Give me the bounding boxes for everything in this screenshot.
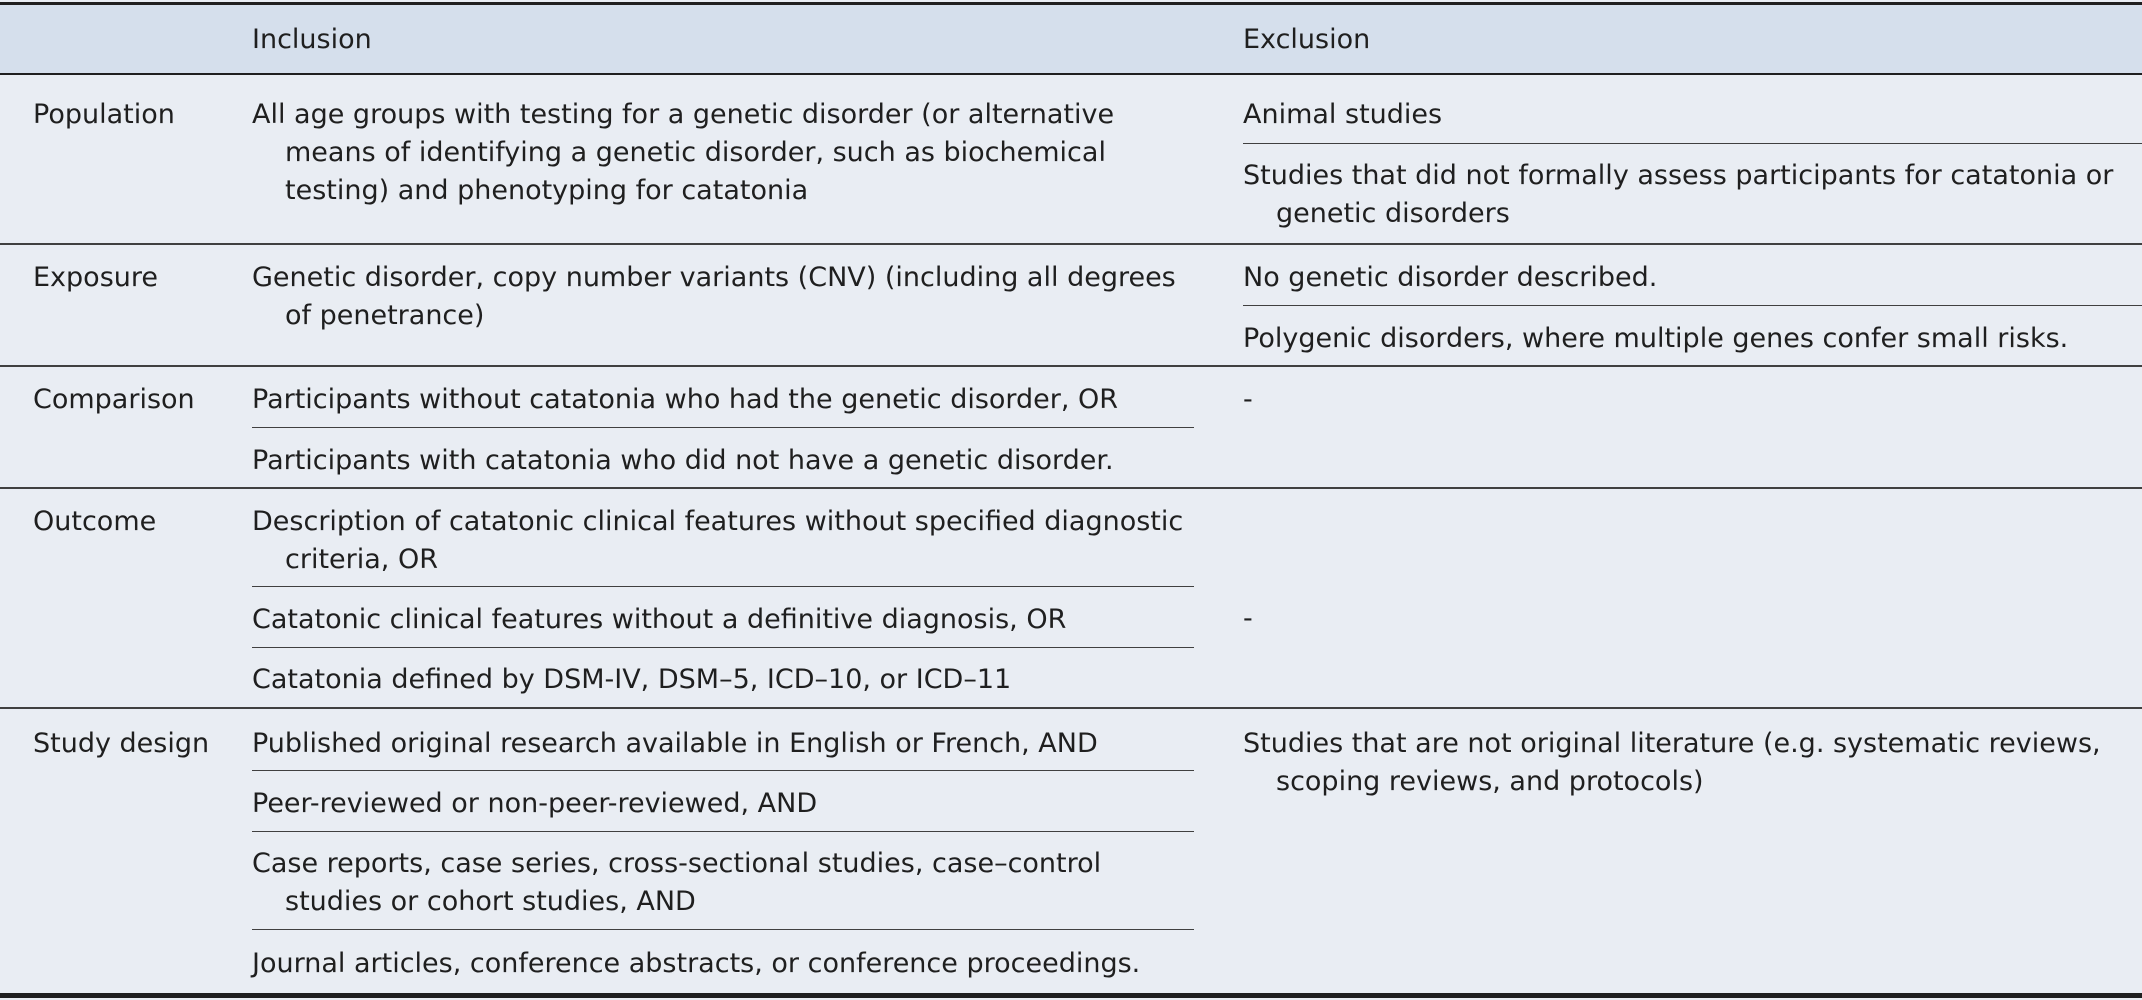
inclusion-cell [252,489,1194,707]
row-label: Population [33,99,175,130]
row-population [0,75,2142,245]
list-item: Participants with catatonia who did not have a genetic disorder. [252,445,1114,476]
inclusion-cell [252,367,1194,487]
list-item: Studies that did not formally assess participants for catatonia or genetic disorders [1243,160,2114,229]
inclusion-cell [252,709,1194,993]
row-exposure [0,245,2142,367]
header-inclusion: Inclusion [252,24,372,55]
exclusion-empty: - [1243,603,1253,634]
inclusion-cell [252,96,1194,236]
list-item: Case reports, case series, cross-sectional studies, case–control studies or cohort studies, AND [252,845,1194,930]
inclusion-cell [252,259,1194,349]
list-item: Catatonia defined by DSM-IV, DSM–5, ICD–10, or ICD–11 [252,664,1012,695]
list-item: Peer-reviewed or non-peer-reviewed, AND [252,785,1194,832]
list-item: Published original research available in English or French, AND [252,725,1194,771]
list-item: Animal studies [1243,96,2142,144]
list-item: Studies that are not original literature (e.g. systematic reviews, scoping reviews, and protocols) [1243,728,2101,797]
row-comparison [0,367,2142,489]
row-label: Study design [33,728,210,759]
list-item: No genetic disorder described. [1243,259,2142,306]
list-item: Catatonic clinical features without a definitive diagnosis, OR [252,601,1194,648]
list-item: Polygenic disorders, where multiple genes confer small risks. [1243,323,2069,354]
row-label: Exposure [33,262,158,293]
header-exclusion: Exclusion [1243,24,1371,55]
exclusion-cell [1243,245,2142,365]
list-item: Participants without catatonia who had the genetic disorder, OR [252,381,1194,428]
bottom-rule [0,993,2142,998]
list-item: Description of catatonic clinical features without specified diagnostic criteria, OR [252,503,1194,587]
exclusion-empty: - [1243,384,1253,415]
list-item: Genetic disorder, copy number variants (CNV) (including all degrees of penetrance) [252,262,1176,331]
list-item: Journal articles, conference abstracts, or conference proceedings. [252,948,1141,979]
row-label: Outcome [33,506,157,537]
row-study-design [0,709,2142,993]
list-item: All age groups with testing for a genetic disorder (or alternative means of identifying a genetic disorder, such as biochemical testing) and phenotyping for catatonia [252,99,1115,206]
row-outcome [0,489,2142,709]
exclusion-cell [1243,75,2142,243]
table-header [0,5,2142,75]
row-label: Comparison [33,384,195,415]
